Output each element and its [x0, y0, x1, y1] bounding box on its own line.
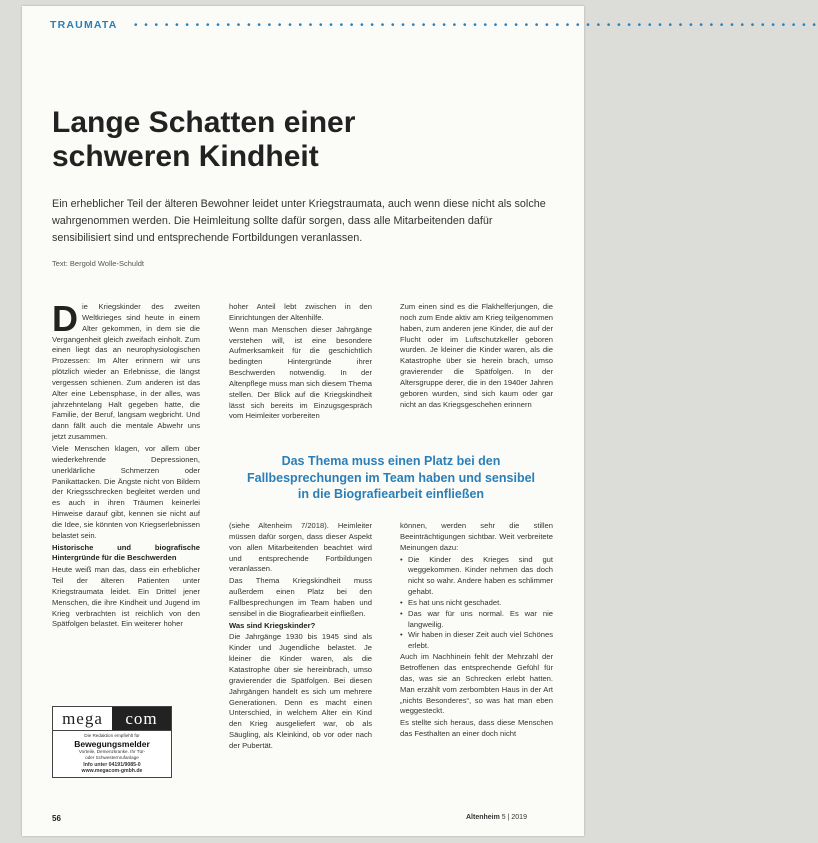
ad-logo-left: mega — [53, 707, 112, 730]
dropcap: D — [52, 298, 78, 339]
advertisement[interactable] — [52, 706, 172, 778]
magazine-name: Altenheim — [466, 814, 500, 821]
col3b-paragraph-2: Auch im Nachhinein fehlt der Mehrzahl der Betroffenen das entsprechende Gefühl für das, was sie an Schrecken erlebt hatten. Man erzählt vom zerbombten Haus in der Art „nichts Besonderes“, so was hat man eben weggesteckt. — [400, 652, 553, 716]
col2b-paragraph-2: Das Thema Kriegskindheit muss außerdem einen Platz bei den Fallbesprechungen im Team haben und sensibel in die Biografiearbeit einfließen. — [229, 576, 372, 618]
article-author: Text: Bergold Wolle-Schuldt — [52, 259, 144, 268]
column-2-bottom — [229, 521, 372, 753]
column-1 — [52, 298, 200, 631]
ad-phone: Info unter 04191/9085-0 — [83, 761, 141, 768]
col3b-paragraph-3: Es stellte sich heraus, dass diese Menschen das Festhalten an einer doch nicht — [400, 718, 553, 739]
ad-line-2: Vorteile, Demenzkranke. Ihr Tür- — [78, 749, 146, 755]
list-item: • Das war für uns normal. Es war nie langweilig. — [400, 609, 553, 631]
col2b-subhead: Was sind Kriegskinder? — [229, 620, 316, 630]
pull-quote — [229, 453, 553, 503]
issue-number: 5 | 2019 — [501, 814, 527, 821]
col2b-paragraph-1: (siehe Altenheim 7/2018). Heimleiter müssen dafür sorgen, dass dieser Aspekt von allen Mitarbeitenden beachtet wird und entsprechende Fortbildungen veranlassen. — [229, 521, 372, 574]
col1-paragraph-1 — [52, 298, 200, 443]
quote-line-3: in die Biografiearbeit einfließen — [297, 487, 485, 501]
article-lead: Ein erheblicher Teil der älteren Bewohner leidet unter Kriegstraumata, auch wenn diese nicht als solche wahrgenommen werden. Die Heimleitung sollte dafür sorgen, dass alle Mitarbeitenden dafür sensibilisiert sind und entsprechende Fortbildungen veranlassen. — [52, 198, 546, 244]
quote-list — [400, 555, 553, 653]
col3-paragraph-1: Zum einen sind es die Flakhelferjungen, die noch zum Ende aktiv am Krieg teilgenommen haben, zum anderen jene Kinder, die auf der Flucht oder im Luftschutzkeller geboren wurden. Je kleiner die Kinder waren, als die Katastrophe über sie herein brach, umso gravierender die Spätfolgen. In der Altersgruppe derer, die in den 1940er Jahren geboren wurden, sind sich kaum oder gar nicht an das Kriegsgeschehen erinnern — [400, 302, 553, 409]
quote-line-2: Fallbesprechungen im Team haben und sensibel — [246, 470, 536, 485]
quote-line-1: Das Thema muss einen Platz bei den — [281, 454, 501, 468]
col1-paragraph-2: Viele Menschen klagen, vor allem über wiederkehrende Depressionen, unerklärliche Schmerzen oder Panikattacken. Die Ängste nicht von Bildern der Kriegsschrecken begleitet werden und es auch in ihren Träumen keinerlei Hinweise darauf gibt, kennen sie nicht auf die Idee, sie könnten von Kriegserlebnissen belastet sein. — [52, 443, 200, 540]
col3b-paragraph-1: können, werden sehr die stillen Beeinträchtigungen sichtbar. Weit verbreitete Meinungen dazu: — [400, 521, 553, 552]
section-dots: • • • • • • • • • • • • • • • • • • • • • • • • • • • • • • • • • • • • • • • • • • • • • • • • • • • • • • • • • • • • • • • • • • • — [134, 20, 818, 31]
ad-line-1: Die Redaktion empfiehlt für — [84, 733, 140, 738]
col2b-paragraph-3: Die Jahrgänge 1930 bis 1945 sind als Kinder und Jugendliche belastet. Je kleiner die Kinder waren, als die Katastrophe über sie hereinbrach, umso gravierender die Spätfolgen. Bei diesen Jahrgängen handelt es sich um mehrere Generationen. Denn es macht einen Unterschied, in welchem Alter ein Kind den Krieg ausgeliefert war, ob als Säugling, als Kleinkind, ob vor oder nach der Pubertät. — [229, 632, 372, 750]
ad-url[interactable]: www.megacom-gmbh.de — [81, 767, 143, 774]
col1-paragraph-3: Heute weiß man das, dass ein erheblicher Teil der älteren Patienten unter Kriegstraumata leidet. Ein Drittel jener Menschen, die ihre Kindheit und Jugend im Krieg verbrachten ist reichlich von den Spätfolgen belastet. Ein weiterer hoher — [52, 565, 200, 629]
col2-paragraph-2: Wenn man Menschen dieser Jahrgänge verstehen will, ist eine besondere Aufmerksamkeit für die geschichtlich bedingten Hintergründe ihrer Beschwerden notwendig. In der Altenpflege muss man sich diesem Thema stellen. Der Blick auf die Kriegskindheit lässt sich bereits im Einzugsgespräch vom Heimleiter vorbereiten — [229, 324, 372, 421]
page-number: 56 — [52, 814, 61, 823]
col1-p1-text: ie Kriegskinder des zweiten Weltkrieges sind heute in einem Alter gekommen, in dem sie die Vergangenheit gleich zweifach einholt. Zum einen liegt das an neurophysiologischen Prozessen: Im Alter erinnern wir uns plötzlich wieder an Erlebnisse, die längst vergessen schienen. Zum anderen ist das Alter eine Lebensphase, in der alles, was jahrzehntelang Halt gegeben hatte, die Familie, der Beruf, langsam wegbricht. Und dann fällt auch die mentale Abwehr uns jetzt zusammen. — [52, 302, 200, 442]
col2-paragraph-1: hoher Anteil lebt zwischen in den Einrichtungen der Altenhilfe. — [229, 302, 372, 322]
col1-subhead: Historische und biografische Hintergründe für die Beschwerden — [52, 542, 200, 563]
title-line-1: Lange Schatten einer — [52, 106, 356, 139]
ad-line-3: oder Schwesternrufanlage — [85, 755, 139, 761]
magazine-page — [22, 6, 818, 836]
column-2-top — [229, 302, 372, 423]
list-item: • Es hat uns nicht geschadet. — [400, 598, 553, 609]
column-3-top — [400, 302, 553, 411]
ad-logo — [53, 707, 171, 731]
ad-text — [53, 731, 171, 774]
section-label: TRAUMATA — [50, 19, 118, 31]
footer-magazine — [466, 814, 527, 821]
ad-title: Bewegungsmelder — [74, 739, 150, 750]
ad-logo-right: com — [112, 707, 171, 730]
title-line-2: schweren Kindheit — [52, 140, 319, 173]
column-3-bottom — [400, 521, 553, 741]
list-item: • Die Kinder des Krieges sind gut weggekommen. Kinder nehmen das doch nicht so wahr. Andere haben es schlimmer gehabt. — [400, 555, 553, 598]
article-title — [52, 106, 532, 174]
list-item: • Wir haben in dieser Zeit auch viel Schönes erlebt. — [400, 630, 553, 652]
